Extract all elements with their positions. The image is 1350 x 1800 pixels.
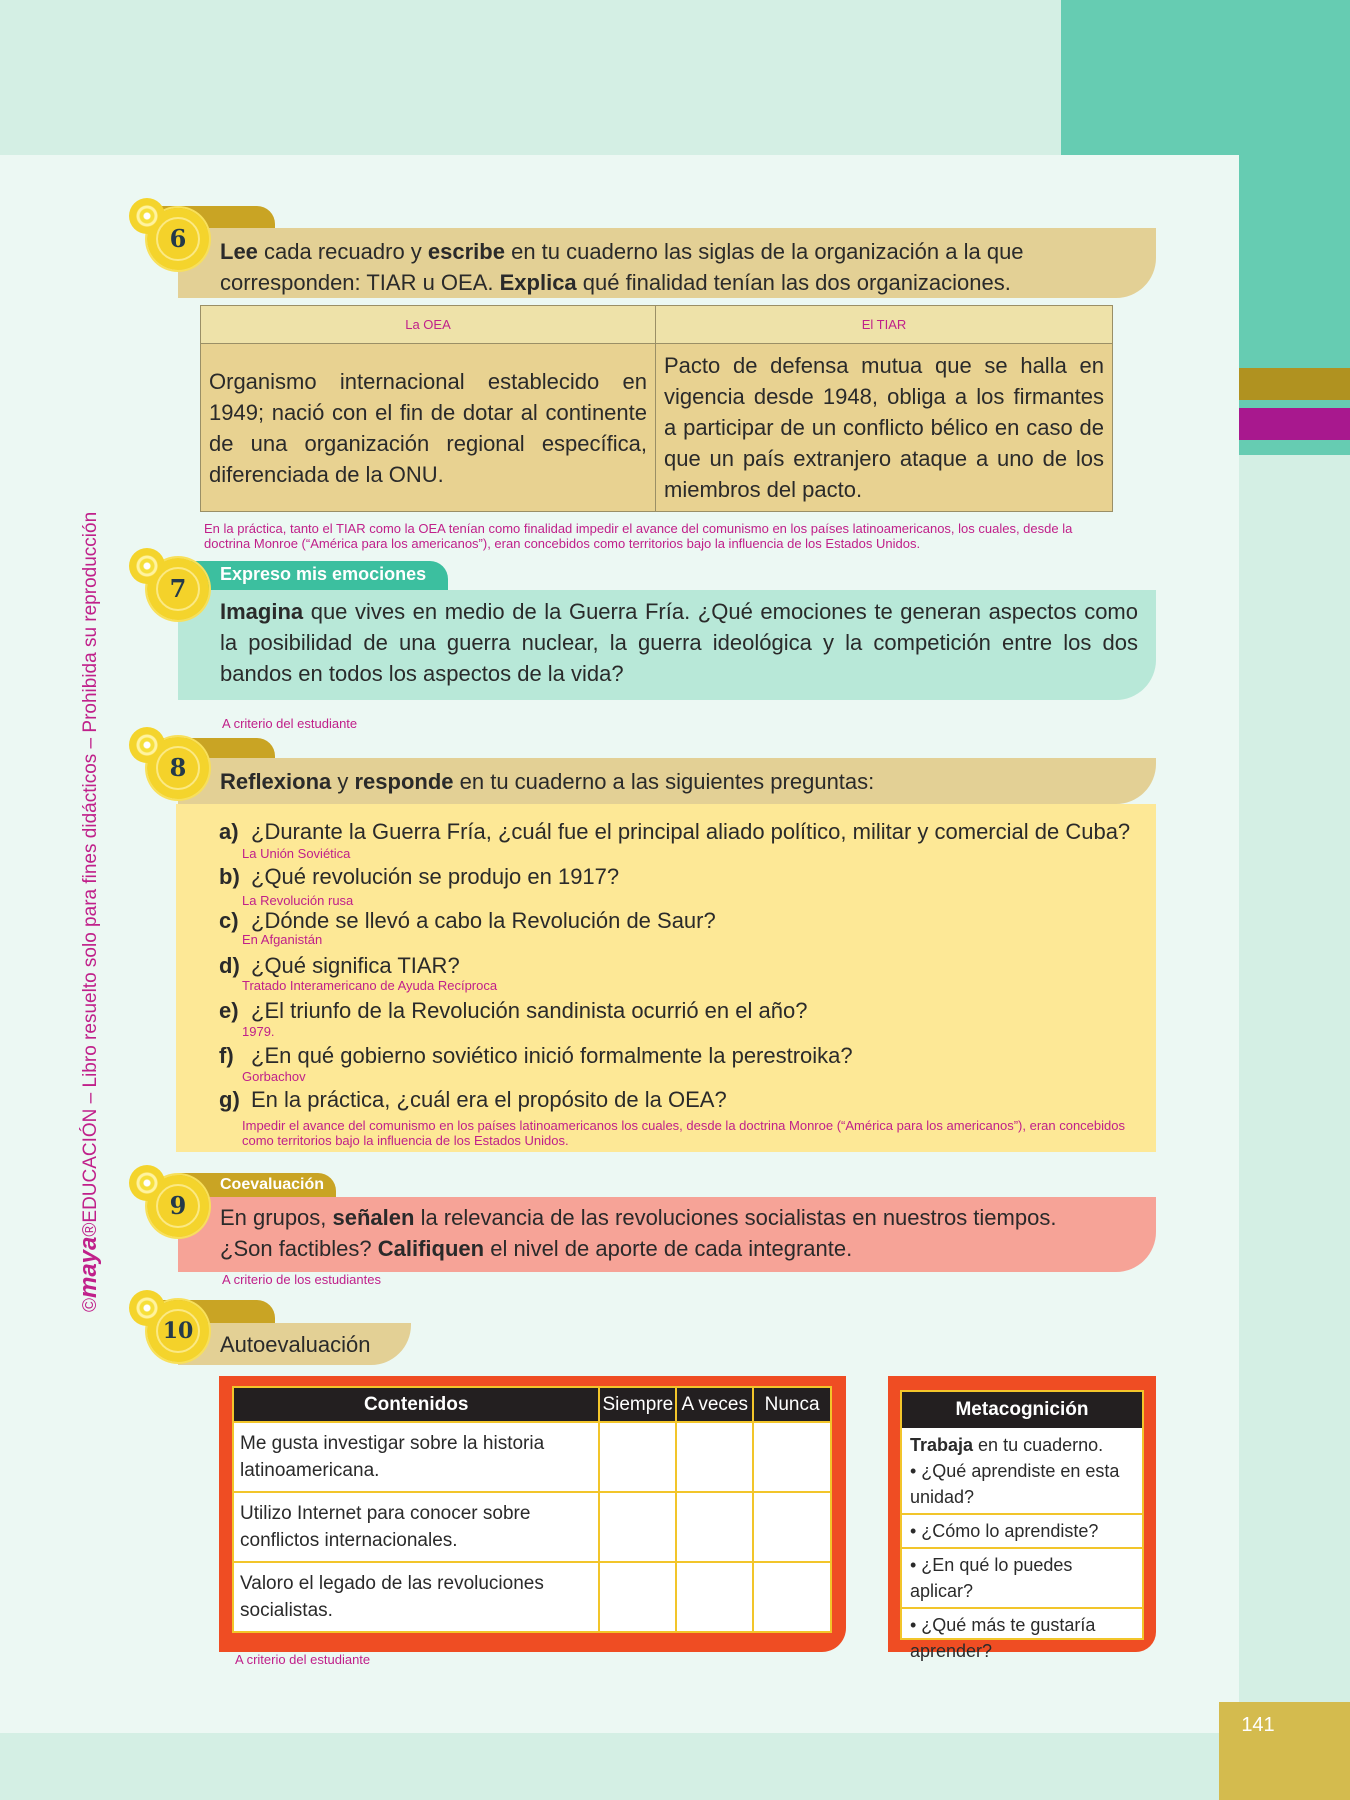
number-badge-7 <box>147 558 209 620</box>
metacognition-title: Metacognición <box>902 1392 1142 1428</box>
item-label: d) <box>219 953 240 978</box>
badge-number: 7 <box>156 567 200 611</box>
metacognition-frame <box>888 1376 1156 1661</box>
item-question: ¿Qué significa TIAR? <box>251 953 460 978</box>
header-siempre: Siempre <box>599 1387 676 1422</box>
meta-item: • ¿En qué lo puedes aplicar? <box>902 1547 1142 1607</box>
metacognition-box <box>900 1390 1144 1661</box>
badge-number: 10 <box>156 1309 200 1353</box>
answer-g: Impedir el avance del comunismo en los países latinoamericanos los cuales, desde la doctrina Monroe (“América para los americanos”), eran concebidos como territorios bajo la influencia de los Estados Unidos. <box>242 1118 1125 1148</box>
question-item-b <box>219 863 619 891</box>
q6-text-2: en tu cuaderno las siglas de la organización a la que corresponden: TIAR u OEA. <box>220 239 1024 295</box>
cell-a-veces[interactable] <box>676 1562 753 1632</box>
answer-b: La Revolución rusa <box>242 893 354 908</box>
verb-escribe: escribe <box>427 239 505 264</box>
answer-d: Tratado Interamericano de Ayuda Recíproca <box>242 978 498 993</box>
meta-item: • ¿Cómo lo aprendiste? <box>902 1513 1142 1547</box>
question-item-a <box>219 818 1130 846</box>
oea-description: Organismo internacional establecido en 1949; nació con el fin de dotar al continente de una organización regional específica, diferenciada de la ONU. <box>201 344 656 512</box>
verb-trabaja: Trabaja <box>910 1435 974 1455</box>
row-content: Utilizo Internet para conocer sobre conflictos internacionales. <box>233 1492 599 1562</box>
q7-answer: A criterio del estudiante <box>222 716 358 731</box>
registered-mark: ® <box>80 1222 101 1237</box>
row-content: Me gusta investigar sobre la historia latinoamericana. <box>233 1422 599 1492</box>
question-item-f <box>219 1042 853 1070</box>
item-question: ¿Durante la Guerra Fría, ¿cuál fue el principal aliado político, militar y comercial de Cuba? <box>251 819 1131 844</box>
question-item-g <box>219 1086 727 1114</box>
meta-item: • ¿Qué aprendiste en esta unidad? <box>910 1461 1120 1507</box>
verb-califiquen: Califiquen <box>377 1236 485 1261</box>
q9-text-2: la relevancia de las revoluciones socialistas en nuestros tiempos. <box>414 1205 1057 1230</box>
q9-instructions <box>178 1197 1156 1272</box>
item-question: En la práctica, ¿cuál era el propósito de la OEA? <box>251 1087 727 1112</box>
cell-nunca[interactable] <box>753 1422 831 1492</box>
item-label: f) <box>219 1043 234 1068</box>
question-item-c <box>219 907 716 935</box>
cell-siempre[interactable] <box>599 1422 676 1492</box>
tiar-description: Pacto de defensa mutua que se halla en vigencia desde 1948, obliga a los firmantes a participar de un conflicto bélico en caso de que un país extranjero ataque a uno de los miembros del pacto. <box>656 344 1113 512</box>
item-question: ¿El triunfo de la Revolución sandinista ocurrió en el año? <box>251 998 808 1023</box>
side-note-text: EDUCACIÓN – Libro resuelto solo para fines didácticos – Prohibida su reproducción <box>80 511 101 1223</box>
page-number-box <box>1219 1702 1350 1800</box>
item-label: e) <box>219 998 239 1023</box>
q9-text-4: el nivel de aporte de cada integrante. <box>484 1236 853 1261</box>
answer-a: La Unión Soviética <box>242 846 351 861</box>
self-assessment-frame <box>219 1376 846 1652</box>
header-contenidos: Contenidos <box>233 1387 599 1422</box>
item-label: a) <box>219 819 239 844</box>
q10-answer: A criterio del estudiante <box>235 1652 371 1667</box>
cell-siempre[interactable] <box>599 1562 676 1632</box>
question-item-d <box>219 952 460 980</box>
q6-instructions <box>178 228 1156 298</box>
cell-nunca[interactable] <box>753 1492 831 1562</box>
q6-text-3: qué finalidad tenían las dos organizaciones. <box>576 270 1011 295</box>
item-question: ¿En qué gobierno soviético inició formalmente la perestroika? <box>251 1043 853 1068</box>
item-label: b) <box>219 864 240 889</box>
item-question: ¿Dónde se llevó a cabo la Revolución de Saur? <box>251 908 716 933</box>
col-header-tiar: El TIAR <box>656 306 1113 344</box>
q9-tab: Coevaluación <box>178 1173 336 1199</box>
answer-e: 1979. <box>242 1024 275 1039</box>
answer-f: Gorbachov <box>242 1069 306 1084</box>
q7-tab: Expreso mis emociones <box>178 561 448 591</box>
number-badge-10 <box>147 1300 209 1362</box>
cell-nunca[interactable] <box>753 1562 831 1632</box>
organizations-table <box>200 305 1113 512</box>
verb-responde: responde <box>354 769 454 794</box>
q8-text-2: en tu cuaderno a las siguientes preguntas: <box>453 769 875 794</box>
badge-number: 8 <box>156 746 200 790</box>
brand-logo-text: maya <box>75 1236 102 1298</box>
copyright-symbol: © <box>80 1298 101 1312</box>
meta-item: • ¿Qué más te gustaría aprender? <box>902 1607 1142 1667</box>
item-label: c) <box>219 908 239 933</box>
verb-lee: Lee <box>220 239 258 264</box>
q6-answer: En la práctica, tanto el TIAR como la OEA tenían como finalidad impedir el avance del comunismo en los países latinoamericanos, los cuales, desde la doctrina Monroe (“América para los americanos”), eran concebidos como territorios bajo la influencia de los Estados Unidos. <box>204 521 1073 551</box>
q9-answer: A criterio de los estudiantes <box>222 1272 381 1287</box>
intro-text: en tu cuaderno. <box>973 1435 1104 1455</box>
table-row <box>233 1562 831 1632</box>
q8-text-1: y <box>331 769 355 794</box>
verb-imagina: Imagina <box>220 599 304 624</box>
self-assessment-table <box>232 1386 832 1633</box>
gold-color-tab <box>1239 368 1350 400</box>
q9-text-3: ¿Son factibles? <box>220 1236 378 1261</box>
answer-c: En Afganistán <box>242 932 323 947</box>
header-nunca: Nunca <box>753 1387 831 1422</box>
item-label: g) <box>219 1087 240 1112</box>
question-item-e <box>219 997 807 1025</box>
cell-a-veces[interactable] <box>676 1422 753 1492</box>
magenta-color-tab <box>1239 408 1350 440</box>
badge-number: 6 <box>156 217 200 261</box>
verb-reflexiona: Reflexiona <box>220 769 332 794</box>
verb-senalen: señalen <box>332 1205 415 1230</box>
badge-number: 9 <box>156 1184 200 1228</box>
q6-text-1: cada recuadro y <box>257 239 428 264</box>
copyright-side-note <box>75 482 103 1312</box>
right-margin-strip <box>1239 455 1350 1800</box>
table-row <box>233 1422 831 1492</box>
q7-instructions <box>178 590 1156 700</box>
item-question: ¿Qué revolución se produjo en 1917? <box>251 864 620 889</box>
q8-instructions <box>178 758 1156 804</box>
q9-text-1: En grupos, <box>220 1205 333 1230</box>
page-number: 141 <box>1241 1714 1275 1736</box>
number-badge-6 <box>147 208 209 270</box>
q7-text: que vives en medio de la Guerra Fría. ¿Qué emociones te generan aspectos como la posibilidad de una guerra nuclear, la guerra ideológica y la competición entre los dos bandos en todos los aspectos de la vida? <box>220 599 1138 686</box>
number-badge-8 <box>147 737 209 799</box>
table-row <box>233 1492 831 1562</box>
metacognition-intro <box>902 1428 1142 1513</box>
number-badge-9 <box>147 1175 209 1237</box>
header-a-veces: A veces <box>676 1387 753 1422</box>
q10-title: Autoevaluación <box>178 1323 411 1365</box>
col-header-oea: La OEA <box>201 306 656 344</box>
row-content: Valoro el legado de las revoluciones socialistas. <box>233 1562 599 1632</box>
verb-explica: Explica <box>499 270 577 295</box>
cell-siempre[interactable] <box>599 1492 676 1562</box>
cell-a-veces[interactable] <box>676 1492 753 1562</box>
